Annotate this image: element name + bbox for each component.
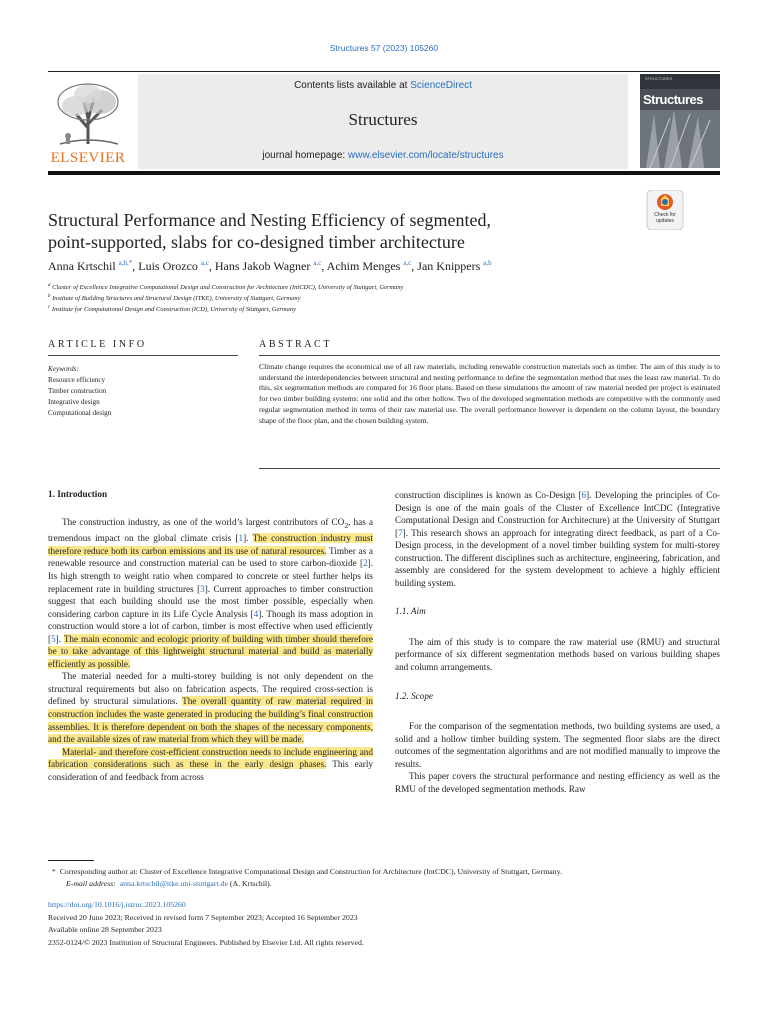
cover-title: Structures	[643, 92, 704, 107]
text-run: Timber as a renewable resource and construction material can be used to store carbon-dioxide [	[48, 545, 373, 569]
citation-ref-1[interactable]: 1	[238, 533, 244, 544]
intro-paragraph-4	[395, 489, 720, 589]
contents-prefix: Contents lists available at	[294, 80, 411, 91]
citation-ref-3[interactable]: 3	[200, 583, 205, 594]
abstract-heading: ABSTRACT	[259, 339, 333, 350]
doi-link[interactable]: https://doi.org/10.1016/j.istruc.2023.105260	[48, 900, 186, 909]
cover-small-text: STRUCTURES	[645, 76, 673, 81]
author-affiliation-marker[interactable]: a,c	[403, 259, 412, 267]
affiliation-b	[48, 294, 720, 302]
keywords-label: Keywords:	[48, 365, 79, 373]
text-run: , has a tremendous impact on the global climate crisis [	[48, 517, 373, 544]
keyword-item[interactable]: Computational design	[48, 409, 112, 417]
co2-subscript: 2	[344, 520, 349, 530]
subsection-heading-aim: 1.1. Aim	[395, 606, 426, 617]
author-name[interactable]: Hans Jakob Wagner	[214, 259, 311, 273]
footnote-line-1	[48, 866, 720, 878]
author-separator: ,	[132, 259, 139, 273]
copyright-line: 2352-0124/© 2023 Institution of Structural Engineers. Published by Elsevier Ltd. All rights reserved.	[48, 937, 364, 947]
scope-paragraph-2: This paper covers the structural performance and nesting efficiency as well as the RMU of the developed segmentation methods. Raw	[395, 771, 720, 794]
affiliation-c-marker: c	[48, 305, 51, 310]
author-affiliation-marker[interactable]: a,c	[200, 259, 209, 267]
text-run: ]. This research shows an approach for integrating direct feedback, as part of a Co-Design process, in the development of a novel timber building system for multi-storey construction. The different disciplines such as architecture, engineering, fabrication, and assembly are considered for the system development to achieve a highly efficient building system.	[395, 527, 720, 588]
affiliation-a-marker: a	[48, 283, 51, 288]
citation-ref-7[interactable]: 7	[398, 527, 403, 538]
affiliation-a	[48, 283, 720, 291]
journal-title: Structures	[348, 110, 418, 129]
author-name[interactable]: Achim Menges	[326, 259, 401, 273]
contents-available-line	[138, 80, 628, 91]
check-for-updates-label[interactable]: Check for updates	[654, 212, 676, 224]
article-info-heading: ARTICLE INFO	[48, 339, 147, 350]
author-affiliation-marker[interactable]: a,b,*	[118, 259, 133, 267]
article-title-line1: Structural Performance and Nesting Efficiency of segmented,	[48, 210, 492, 230]
author-name[interactable]: Jan Knippers	[417, 259, 481, 273]
footnote-corresponding: Corresponding author at: Cluster of Excellence Integrative Computational Design and Construction for Architecture (IntCDC), University of Stuttgart, Germany.	[59, 867, 562, 876]
footnote-line-2	[48, 878, 720, 890]
journal-homepage-link[interactable]: www.elsevier.com/locate/structures	[348, 150, 504, 161]
author-separator: ,	[411, 259, 418, 273]
affiliation-c-text: Institute for Computational Design and Construction (ICD), University of Stuttgart, Germany	[51, 306, 296, 314]
masthead-rule-top	[48, 71, 720, 72]
citation-ref-5[interactable]: 5	[51, 633, 56, 644]
available-online: Available online 28 September 2023	[48, 925, 162, 934]
author-name[interactable]: Luis Orozco	[138, 259, 198, 273]
citation-ref-4[interactable]: 4	[253, 608, 259, 619]
keyword-item[interactable]: Resource efficiency	[48, 376, 106, 384]
body-column-left	[48, 516, 373, 783]
author-affiliation-marker[interactable]: a,c	[313, 259, 322, 267]
highlighted-text: The main economic and ecologic priority of building with timber should therefore be to take advantage of this lightweight structural material and build as materially efficiently as possible.	[48, 633, 373, 669]
footnote-marker: *	[51, 867, 56, 876]
text-run: ]. Though its mass adoption in construction would store a lot of carbon, timber is most effective when used efficiently [	[48, 608, 374, 644]
elsevier-wordmark: ELSEVIER	[50, 150, 126, 166]
abstract-rule	[259, 355, 720, 356]
intro-paragraph-1	[48, 516, 373, 670]
text-run: ]. Current approaches to timber construction suggest that each building should use the most timber possible, especially when considering carbon capture in its Life Cycle Analysis [	[48, 583, 373, 619]
journal-homepage-line	[138, 150, 628, 161]
article-info-rule	[48, 355, 238, 356]
intro-paragraph-3	[48, 746, 373, 784]
author-affiliation-marker[interactable]: a,b	[483, 259, 492, 267]
text-run: The construction industry, as one of the world’s largest contributors of CO	[62, 517, 345, 527]
sciencedirect-link[interactable]: ScienceDirect	[410, 80, 472, 91]
abstract-rule-bottom	[259, 468, 720, 469]
author-separator: ,	[321, 259, 327, 273]
body-column-right	[395, 489, 720, 795]
aim-paragraph: The aim of this study is to compare the raw material use (RMU) and structural performance of six different segmentation methods based on various building shapes and column arrangements.	[395, 636, 720, 673]
text-run: construction disciplines is known as Co-Design [	[395, 490, 582, 500]
corresponding-author-footnote	[48, 866, 720, 890]
text-run: The material needed for a multi-storey building is not only dependent on the structural requirements but also on fabrication aspects. The required cross-section is defined by structural simulations.	[48, 671, 373, 707]
affiliation-a-text: Cluster of Excellence Integrative Computational Design and Construction for Architecture (IntCDC), University of Stuttgart, Germany	[52, 284, 404, 292]
keyword-item[interactable]: Timber construction	[48, 387, 107, 395]
text-run: ].	[243, 533, 253, 544]
homepage-prefix: journal homepage:	[262, 150, 348, 161]
email-suffix: (A. Krtschil).	[227, 879, 272, 888]
check-for-updates-icon[interactable]	[645, 190, 685, 230]
text-run: This early consideration of and feedback from across	[48, 759, 374, 782]
author-separator: ,	[208, 259, 215, 273]
section-heading-introduction: 1. Introduction	[48, 489, 108, 499]
article-title	[48, 209, 638, 253]
subsection-heading-scope: 1.2. Scope	[395, 690, 434, 701]
scope-paragraph-1: For the comparison of the segmentation methods, two building systems are used, a solid and a hollow timber building system. The segmented floor slabs are the direct outcomes of the segmentation algorithms and are not modified manually to improve the results.	[395, 721, 720, 769]
highlighted-text: The overall quantity of raw material required in construction includes the waste generated in producing the building’s final construction assemblies. It is therefore dependent on both the shapes of the necessary components, and the available sizes of raw material from which they will be made.	[48, 696, 373, 745]
text-run: ]. Its high strength to weight ratio when compared to concrete or steel further helps its replacement rate in building structures [	[48, 558, 373, 594]
highlighted-text: The construction industry must therefore reduce both its carbon emissions and its use of natural resources.	[48, 533, 374, 556]
article-history	[48, 899, 720, 949]
affiliation-b-marker: b	[48, 294, 51, 299]
citation-ref-2[interactable]: 2	[363, 558, 368, 569]
journal-cover-image[interactable]	[640, 74, 720, 168]
keyword-item[interactable]: Integrative design	[48, 398, 100, 406]
citation-ref-6[interactable]: 6	[581, 490, 587, 500]
highlighted-text: Material- and therefore cost-efficient construction needs to include engineering and fabrication considerations such as these in the early design phases.	[48, 746, 373, 770]
affiliation-c	[48, 305, 720, 313]
intro-paragraph-2	[48, 670, 373, 745]
masthead-rule-bottom	[48, 171, 720, 175]
journal-citation-link[interactable]: Structures 57 (2023) 105260	[329, 43, 439, 53]
text-run: ].	[55, 633, 64, 644]
abstract-text: Climate change requires the economical use of all raw materials, including renewable construction materials such as timber. The aim of this study is to understand the interdependencies between structural and nesting performance to define the segmentation method that uses the least raw material. To do this, six segmentation methods are compared for 16 floor plans. Based on these simulations the amount of raw material needed per project is estimated for two timber building systems: one solid and the other hollow. Two of the developed segmentation methods are competitive with the commonly used regular segmentation method in terms of their raw material use. The overall performance however is dependent on the column layout, the boundary shape of the floor plan, and the chosen building system.	[259, 362, 720, 425]
received-dates: Received 20 June 2023; Received in revised form 7 September 2023; Accepted 16 September 2023	[48, 912, 358, 922]
article-title-line2: point-supported, slabs for co-designed timber architecture	[48, 232, 465, 252]
author-list	[48, 259, 720, 274]
author-email-link[interactable]: anna.krtschil@itke.uni-stuttgart.de	[119, 879, 228, 888]
text-run: ]. Developing the principles of Co-Design is one of the main goals of the Cluster of Excellence IntCDC (Integrative Computational Design and Construction for Architecture) at the University of Stuttgart [	[395, 490, 720, 538]
affiliation-b-text: Institute of Building Structures and Structural Design (ITKE), University of Stuttgart, Germany	[52, 295, 301, 303]
author-name[interactable]: Anna Krtschil	[48, 259, 116, 273]
cover-building-graphic	[640, 74, 720, 168]
footnote-rule	[48, 860, 94, 861]
email-label: E-mail address:	[66, 879, 116, 888]
